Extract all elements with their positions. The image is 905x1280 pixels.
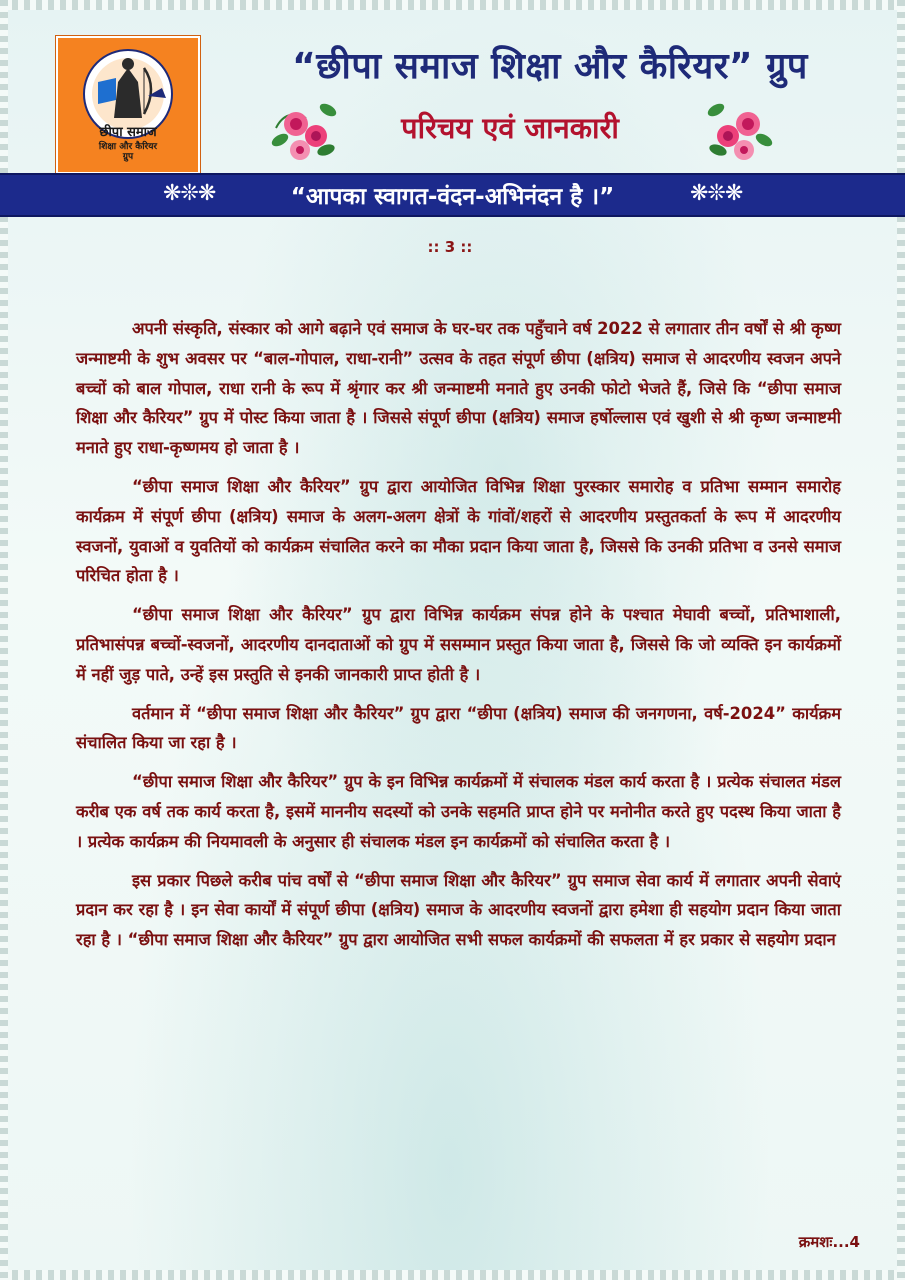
paragraph: “छीपा समाज शिक्षा और कैरियर” ग्रुप द्वारा विभिन्न कार्यक्रम संपन्न होने के पश्चात मेघावी बच्चों, प्रतिभाशाली, प्रतिभासंपन्न बच्चों-स्वजनों, आदरणीय दानदाताओं को ग्रुप में ससम्मान प्रस्तुत किया जाता है, जिससे कि जो व्यक्ति इन कार्यक्रमों में नहीं जुड़ पाते, उन्हें इस प्रस्तुति से इनकी जानकारी प्राप्त होती है । [76,605,841,684]
decorative-border-top [0,0,905,10]
welcome-text: “आपका स्वागत-वंदन-अभिनंदन है ।” [290,184,615,210]
logo-sub-line1: शिक्षा और कैरियर [98,142,158,152]
page-title: “छीपा समाज शिक्षा और कैरियर” ग्रुप [292,46,808,87]
paragraph: इस प्रकार पिछले करीब पांच वर्षों से “छीपा समाज शिक्षा और कैरियर” ग्रुप समाज सेवा कार्य में लगातार अपनी सेवाएं प्रदान कर रहा है । इन सेवा कार्यों में संपूर्ण छीपा (क्षत्रिय) समाज के आदरणीय स्वजनों द्वारा हमेशा ही सहयोग प्रदान किया जाता रहा है । “छीपा समाज शिक्षा और कैरियर” ग्रुप द्वारा आयोजित सभी सफल कार्यक्रमों की सफलता में हर प्रकार से सहयोग प्रदान [76,870,841,950]
logo-subtitle [78,142,178,162]
rose-bouquet-icon [700,88,778,168]
paragraph: “छीपा समाज शिक्षा और कैरियर” ग्रुप द्वारा आयोजित विभिन्न शिक्षा पुरस्कार समारोह व प्रतिभा सम्मान समारोह कार्यक्रम में संपूर्ण छीपा (क्षत्रिय) समाज के अलग-अलग क्षेत्रों के गांवों/शहरों से आदरणीय प्रस्तुतकर्ता के रूप में आदरणीय स्वजनों, युवाओं व युवतियों को कार्यक्रम संचालित करने का मौका प्रदान किया जाता है, जिससे कि उनकी प्रतिभा व उनसे समाज परिचित होता है । [76,476,841,586]
decorative-border-bottom [0,1270,905,1280]
paragraph: अपनी संस्कृति, संस्कार को आगे बढ़ाने एवं समाज के घर-घर तक पहुँचाने वर्ष 2022 से लगातार तीन वर्षों से श्री कृष्ण जन्माष्टमी के शुभ अवसर पर “बाल-गोपाल, राधा-रानी” उत्सव के तहत संपूर्ण छीपा (क्षत्रिय) समाज से आदरणीय स्वजन अपने बच्चों को बाल गोपाल, राधा रानी के रूप में श्रृंगार कर श्री जन्माष्टमी मनाते हुए उनकी फोटो भेजते हैं, जिसे कि “छीपा समाज शिक्षा और कैरियर” ग्रुप में पोस्ट किया जाता है । जिससे संपूर्ण छीपा (क्षत्रिय) समाज हर्षोल्लास एवं खुशी से श्री कृष्ण जन्माष्टमी मनाते हुए राधा-कृष्णमय हो जाता है । [76,319,841,458]
page-subtitle: परिचय एवं जानकारी [401,111,619,145]
continued-note: क्रमशः...4 [798,1233,860,1251]
document-body [76,314,841,955]
group-logo [56,36,200,174]
paragraph: वर्तमान में “छीपा समाज शिक्षा और कैरियर” ग्रुप द्वारा “छीपा (क्षत्रिय) समाज की जनगणना, वर्ष-2024” कार्यक्रम संचालित किया जा रहा है । [76,703,841,753]
ornament-left-icon: ❋❊❋ [163,181,216,206]
ornament-right-icon: ❋❊❋ [690,181,743,206]
paragraph: “छीपा समाज शिक्षा और कैरियर” ग्रुप के इन विभिन्न कार्यक्रमों में संचालक मंडल कार्य करता है । प्रत्येक संचालत मंडल करीब एक वर्ष तक कार्य करता है, इसमें माननीय सदस्यों को उनके सहमति प्राप्त होने पर मनोनीत करते हुए पदस्थ किया जाता है । प्रत्येक कार्यक्रम की नियमावली के अनुसार ही संचालक मंडल इन कार्यक्रमों को संचालित करता है । [76,772,841,851]
logo-sub-line2: ग्रुप [122,152,134,162]
page-number: :: 3 :: [427,238,473,256]
logo-name: छीपा समाज [99,125,157,140]
rose-bouquet-icon [266,88,344,168]
welcome-banner [0,173,905,217]
